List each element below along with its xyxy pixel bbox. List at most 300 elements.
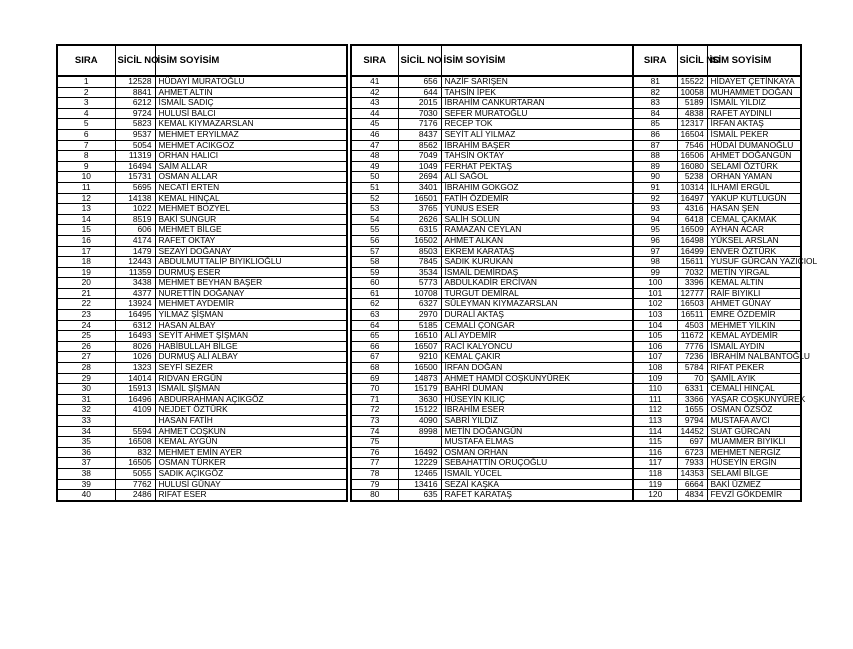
sicil-no-header: SİCİL NO (677, 45, 707, 76)
table-row (351, 129, 633, 140)
sira-cell: 78 (351, 468, 398, 479)
sira-cell: 34 (57, 426, 115, 437)
table-row (57, 437, 347, 448)
table-row (633, 373, 801, 384)
sicil-no-cell: 7032 (677, 267, 707, 278)
name-cell: EKREM KARATAŞ (441, 246, 633, 257)
name-cell: YILMAZ ŞİŞMAN (155, 310, 347, 321)
sicil-no-cell: 3396 (677, 278, 707, 289)
sira-cell: 27 (57, 352, 115, 363)
name-cell: RECEP TOK (441, 119, 633, 130)
sira-cell: 52 (351, 193, 398, 204)
sira-cell: 107 (633, 352, 677, 363)
sicil-no-cell: 4503 (677, 320, 707, 331)
sicil-no-cell: 4377 (115, 288, 155, 299)
sira-cell: 80 (351, 490, 398, 501)
table-row (351, 278, 633, 289)
table-row (57, 458, 347, 469)
name-cell: RAFET OKTAY (155, 235, 347, 246)
table-row (57, 87, 347, 98)
name-cell: SEFER MURATOĞLU (441, 108, 633, 119)
table-row (57, 363, 347, 374)
sicil-no-cell: 697 (677, 437, 707, 448)
sicil-no-cell: 2970 (398, 310, 441, 321)
sicil-no-cell: 3366 (677, 394, 707, 405)
sicil-no-cell: 7176 (398, 119, 441, 130)
name-cell: METİN DOĞANGÜN (441, 426, 633, 437)
sira-cell: 32 (57, 405, 115, 416)
sira-cell: 50 (351, 172, 398, 183)
sicil-no-cell: 7049 (398, 151, 441, 162)
table-row (633, 426, 801, 437)
table-row (57, 320, 347, 331)
sira-cell: 60 (351, 278, 398, 289)
name-cell: ORHAN YAMAN (707, 172, 801, 183)
sicil-no-cell: 4834 (677, 490, 707, 501)
name-cell: YUSUF GÜRCAN YAZICIOL (707, 257, 801, 268)
name-cell: SUAT GÜRCAN (707, 426, 801, 437)
sicil-no-cell: 5773 (398, 278, 441, 289)
sicil-no-header: SİCİL NO (398, 45, 441, 76)
sicil-no-cell: 8841 (115, 87, 155, 98)
table-row (633, 151, 801, 162)
table-row (351, 76, 633, 87)
table-row (633, 341, 801, 352)
sicil-no-cell: 644 (398, 87, 441, 98)
table-row (633, 320, 801, 331)
sicil-no-cell: 8026 (115, 341, 155, 352)
name-cell: AHMET GÜNAY (707, 299, 801, 310)
table-row (633, 310, 801, 321)
sira-cell: 12 (57, 193, 115, 204)
table-row (351, 426, 633, 437)
sira-cell: 7 (57, 140, 115, 151)
sira-cell: 72 (351, 405, 398, 416)
table-row (633, 394, 801, 405)
name-cell: HABİBULLAH BİLGE (155, 341, 347, 352)
sicil-no-cell (115, 416, 155, 427)
sira-cell: 54 (351, 214, 398, 225)
table-row (57, 193, 347, 204)
sira-cell: 2 (57, 87, 115, 98)
sicil-no-cell: 5054 (115, 140, 155, 151)
sira-cell: 91 (633, 182, 677, 193)
name-cell: TAHSİN OKTAY (441, 151, 633, 162)
table-row (351, 108, 633, 119)
sira-cell: 84 (633, 108, 677, 119)
sira-header: SIRA (633, 45, 677, 76)
sira-cell: 117 (633, 458, 677, 469)
sicil-no-cell: 9210 (398, 352, 441, 363)
sira-cell: 43 (351, 98, 398, 109)
table-row (351, 151, 633, 162)
sira-cell: 83 (633, 98, 677, 109)
sira-cell: 99 (633, 267, 677, 278)
name-cell: OSMAN ORHAN (441, 447, 633, 458)
name-cell: ABDULKADİR ERCİVAN (441, 278, 633, 289)
sicil-no-cell: 13924 (115, 299, 155, 310)
sira-header: SIRA (57, 45, 115, 76)
sira-cell: 24 (57, 320, 115, 331)
name-cell: NEJDET ÖZTÜRK (155, 405, 347, 416)
name-cell: MUSTAFA ELMAS (441, 437, 633, 448)
sicil-no-cell: 7030 (398, 108, 441, 119)
sira-cell: 31 (57, 394, 115, 405)
sira-cell: 94 (633, 214, 677, 225)
sicil-no-cell: 6723 (677, 447, 707, 458)
sicil-no-cell: 16492 (398, 447, 441, 458)
table-row (57, 468, 347, 479)
sicil-no-cell: 16502 (398, 235, 441, 246)
sicil-no-cell: 16497 (677, 193, 707, 204)
table-row (57, 310, 347, 321)
table-row (633, 87, 801, 98)
table-row (633, 225, 801, 236)
table-row (351, 246, 633, 257)
sira-cell: 58 (351, 257, 398, 268)
name-cell: NECATİ ERTEN (155, 182, 347, 193)
name-cell: SADIK AÇIKGÖZ (155, 468, 347, 479)
sicil-no-cell: 16495 (115, 310, 155, 321)
name-cell: MEHMET BOZYEL (155, 204, 347, 215)
sira-cell: 67 (351, 352, 398, 363)
sira-cell: 37 (57, 458, 115, 469)
name-cell: YAKUP KUTLUGÜN (707, 193, 801, 204)
sicil-no-cell: 656 (398, 76, 441, 87)
sira-cell: 22 (57, 299, 115, 310)
name-cell: DURALİ AKTAŞ (441, 310, 633, 321)
name-cell: SEYİT AHMET ŞİŞMAN (155, 331, 347, 342)
sicil-no-cell: 6312 (115, 320, 155, 331)
sicil-no-cell: 16508 (115, 437, 155, 448)
name-cell: İSMAİL PEKER (707, 129, 801, 140)
name-cell: RAFET AYDINLI (707, 108, 801, 119)
sira-cell: 113 (633, 416, 677, 427)
name-cell: AHMET ALKAN (441, 235, 633, 246)
name-cell: NAZİF SARIŞEN (441, 76, 633, 87)
sira-cell: 26 (57, 341, 115, 352)
name-cell: AHMET HAMDİ COŞKUNYÜREK (441, 373, 633, 384)
sira-cell: 109 (633, 373, 677, 384)
table-row (633, 129, 801, 140)
sicil-no-cell: 12443 (115, 257, 155, 268)
sicil-no-cell: 1323 (115, 363, 155, 374)
sicil-no-cell: 8437 (398, 129, 441, 140)
sira-cell: 65 (351, 331, 398, 342)
sira-cell: 70 (351, 384, 398, 395)
name-cell: ALİ AYDEMİR (441, 331, 633, 342)
sicil-no-cell: 16506 (677, 151, 707, 162)
table-row (633, 257, 801, 268)
name-cell: KEMAL AYGÜN (155, 437, 347, 448)
name-cell: MEHMET NERGİZ (707, 447, 801, 458)
table-row (351, 416, 633, 427)
sira-cell: 33 (57, 416, 115, 427)
table-row (57, 257, 347, 268)
name-cell: ORHAN HALICI (155, 151, 347, 162)
sira-cell: 38 (57, 468, 115, 479)
sicil-no-cell: 16511 (677, 310, 707, 321)
sicil-no-cell: 16499 (677, 246, 707, 257)
sira-cell: 112 (633, 405, 677, 416)
name-cell: YÜKSEL ARSLAN (707, 235, 801, 246)
sira-cell: 119 (633, 479, 677, 490)
table-row (57, 161, 347, 172)
table-row (633, 161, 801, 172)
name-cell: MEHMET YILKIN (707, 320, 801, 331)
name-cell: AHMET ALTIN (155, 87, 347, 98)
sira-cell: 47 (351, 140, 398, 151)
sira-cell: 63 (351, 310, 398, 321)
table-row (57, 98, 347, 109)
table-row (57, 299, 347, 310)
table-row (57, 479, 347, 490)
table-row (57, 140, 347, 151)
sira-cell: 97 (633, 246, 677, 257)
sira-cell: 88 (633, 151, 677, 162)
name-cell: SADIK KURUKAN (441, 257, 633, 268)
table-row (351, 384, 633, 395)
sicil-no-cell: 16496 (115, 394, 155, 405)
name-cell: BAKİ ÜZMEZ (707, 479, 801, 490)
table-row (633, 193, 801, 204)
sicil-no-cell: 2015 (398, 98, 441, 109)
name-cell: KEMAL ALTIN (707, 278, 801, 289)
name-cell: ABDULMUTTALİP BIYIKLIOĞLU (155, 257, 347, 268)
sicil-no-cell: 4174 (115, 235, 155, 246)
sira-cell: 20 (57, 278, 115, 289)
name-cell: YAŞAR COŞKUNYÜREK (707, 394, 801, 405)
table-row (57, 119, 347, 130)
name-cell: SEBAHATTİN ORUÇOĞLU (441, 458, 633, 469)
sira-cell: 73 (351, 416, 398, 427)
table-row (633, 363, 801, 374)
name-cell: MEHMET BİLGE (155, 225, 347, 236)
name-cell: SABRİ YILDIZ (441, 416, 633, 427)
sira-cell: 44 (351, 108, 398, 119)
name-cell: SALİH SOLUN (441, 214, 633, 225)
sira-cell: 106 (633, 341, 677, 352)
name-cell: ALİ SAĞOL (441, 172, 633, 183)
table-row (351, 341, 633, 352)
sira-cell: 77 (351, 458, 398, 469)
name-cell: SELAMİ ÖZTÜRK (707, 161, 801, 172)
sicil-no-cell: 1655 (677, 405, 707, 416)
table-row (633, 490, 801, 501)
sira-cell: 3 (57, 98, 115, 109)
sicil-no-cell: 8998 (398, 426, 441, 437)
sicil-no-cell: 4109 (115, 405, 155, 416)
sicil-no-cell: 8503 (398, 246, 441, 257)
name-cell: RAMAZAN CEYLAN (441, 225, 633, 236)
table-row (57, 490, 347, 501)
sira-cell: 36 (57, 447, 115, 458)
table-row (57, 267, 347, 278)
table-row (633, 267, 801, 278)
sicil-no-cell: 6664 (677, 479, 707, 490)
sicil-no-cell: 7933 (677, 458, 707, 469)
sira-cell: 98 (633, 257, 677, 268)
table-row (351, 310, 633, 321)
table-row (633, 352, 801, 363)
name-cell: MUHAMMET DOĞAN (707, 87, 801, 98)
sira-cell: 45 (351, 119, 398, 130)
name-cell: MUAMMER BIYIKLI (707, 437, 801, 448)
name-cell: CEMAL ÇAKMAK (707, 214, 801, 225)
sicil-no-cell: 2694 (398, 172, 441, 183)
name-cell: RAFET KARATAŞ (441, 490, 633, 501)
sicil-no-cell: 15179 (398, 384, 441, 395)
sicil-no-cell: 9724 (115, 108, 155, 119)
table-row (351, 235, 633, 246)
name-cell: HÜSEYİN ERGİN (707, 458, 801, 469)
table-row (633, 246, 801, 257)
name-cell: RAİF BIYIKLI (707, 288, 801, 299)
sicil-no-cell: 5695 (115, 182, 155, 193)
sicil-no-cell: 2626 (398, 214, 441, 225)
table-row (633, 331, 801, 342)
sicil-no-cell: 11359 (115, 267, 155, 278)
sira-cell: 6 (57, 129, 115, 140)
name-cell: SEZAYİ DOĞANAY (155, 246, 347, 257)
table-row (57, 204, 347, 215)
sira-cell: 49 (351, 161, 398, 172)
name-cell: İSMAİL AYDIN (707, 341, 801, 352)
roster-table-1 (56, 44, 348, 502)
name-cell: CEMALİ HINÇAL (707, 384, 801, 395)
sira-cell: 5 (57, 119, 115, 130)
table-row (351, 490, 633, 501)
table-row (351, 288, 633, 299)
name-cell: İBRAHİM ESER (441, 405, 633, 416)
table-row (57, 151, 347, 162)
sira-cell: 120 (633, 490, 677, 501)
sira-cell: 30 (57, 384, 115, 395)
name-cell: ABDURRAHMAN AÇIKGÖZ (155, 394, 347, 405)
sicil-no-cell: 8519 (115, 214, 155, 225)
sicil-no-cell: 15122 (398, 405, 441, 416)
name-cell: KEMAL HINÇAL (155, 193, 347, 204)
table-row (57, 331, 347, 342)
sira-cell: 115 (633, 437, 677, 448)
table-row (57, 384, 347, 395)
table-row (57, 416, 347, 427)
roster-table-2 (350, 44, 634, 502)
sira-cell: 111 (633, 394, 677, 405)
table-row (57, 172, 347, 183)
table-row (351, 320, 633, 331)
table-row (351, 331, 633, 342)
table-row (351, 352, 633, 363)
table-row (633, 98, 801, 109)
table-row (633, 458, 801, 469)
table-row (633, 384, 801, 395)
sira-cell: 90 (633, 172, 677, 183)
sira-cell: 93 (633, 204, 677, 215)
table-row (57, 278, 347, 289)
table-row (57, 214, 347, 225)
sicil-no-cell: 15522 (677, 76, 707, 87)
table-row (633, 416, 801, 427)
name-cell: İBRAHİM NALBANTOĞLU (707, 352, 801, 363)
sicil-no-cell: 6331 (677, 384, 707, 395)
isim-soyisim-header: İSİM SOYİSİM (155, 45, 347, 76)
table-row (57, 341, 347, 352)
sira-cell: 104 (633, 320, 677, 331)
sira-cell: 8 (57, 151, 115, 162)
sira-cell: 61 (351, 288, 398, 299)
name-cell: SÜLEYMAN KIYMAZARSLAN (441, 299, 633, 310)
sicil-no-header: SİCİL NO (115, 45, 155, 76)
sira-cell: 4 (57, 108, 115, 119)
name-cell: KEMAL KIYMAZARSLAN (155, 119, 347, 130)
sicil-no-cell: 14452 (677, 426, 707, 437)
table-row (633, 235, 801, 246)
sicil-no-cell: 5185 (398, 320, 441, 331)
name-cell: DURMUŞ ESER (155, 267, 347, 278)
sicil-no-cell: 16498 (677, 235, 707, 246)
table-row (633, 108, 801, 119)
sira-cell: 74 (351, 426, 398, 437)
sira-cell: 76 (351, 447, 398, 458)
sira-cell: 39 (57, 479, 115, 490)
sira-cell: 59 (351, 267, 398, 278)
sira-cell: 16 (57, 235, 115, 246)
sicil-no-cell: 16500 (398, 363, 441, 374)
name-cell: OSMAN TÜRKER (155, 458, 347, 469)
sira-cell: 75 (351, 437, 398, 448)
sira-cell: 82 (633, 87, 677, 98)
table-row (351, 299, 633, 310)
name-cell: CEMALİ ÇONGAR (441, 320, 633, 331)
sira-cell: 89 (633, 161, 677, 172)
table-row (351, 182, 633, 193)
sicil-no-cell: 15611 (677, 257, 707, 268)
name-cell: RIDVAN ERGÜN (155, 373, 347, 384)
sicil-no-cell: 6418 (677, 214, 707, 225)
sicil-no-cell: 7776 (677, 341, 707, 352)
name-cell: OSMAN ALLAR (155, 172, 347, 183)
sira-cell: 21 (57, 288, 115, 299)
sira-cell: 105 (633, 331, 677, 342)
name-cell: KEMAL AYDEMİR (707, 331, 801, 342)
sicil-no-cell: 3765 (398, 204, 441, 215)
sicil-no-cell: 7845 (398, 257, 441, 268)
sira-cell: 25 (57, 331, 115, 342)
table-row (57, 394, 347, 405)
sira-cell: 87 (633, 140, 677, 151)
sira-header: SIRA (351, 45, 398, 76)
name-cell: BAHRİ DUMAN (441, 384, 633, 395)
sira-cell: 11 (57, 182, 115, 193)
table-row (633, 214, 801, 225)
sicil-no-cell: 16493 (115, 331, 155, 342)
table-row (57, 225, 347, 236)
name-cell: İBRAHİM BAŞER (441, 140, 633, 151)
sira-cell: 64 (351, 320, 398, 331)
name-cell: HÜDAYİ MURATOĞLU (155, 76, 347, 87)
name-cell: İBRAHIM GOKGOZ (441, 182, 633, 193)
table-row (351, 140, 633, 151)
name-cell: AHMET COŞKUN (155, 426, 347, 437)
sicil-no-cell: 14014 (115, 373, 155, 384)
sicil-no-cell: 15731 (115, 172, 155, 183)
sira-cell: 62 (351, 299, 398, 310)
sicil-no-cell: 12528 (115, 76, 155, 87)
table-row (57, 288, 347, 299)
table-row (57, 76, 347, 87)
table-row (57, 235, 347, 246)
